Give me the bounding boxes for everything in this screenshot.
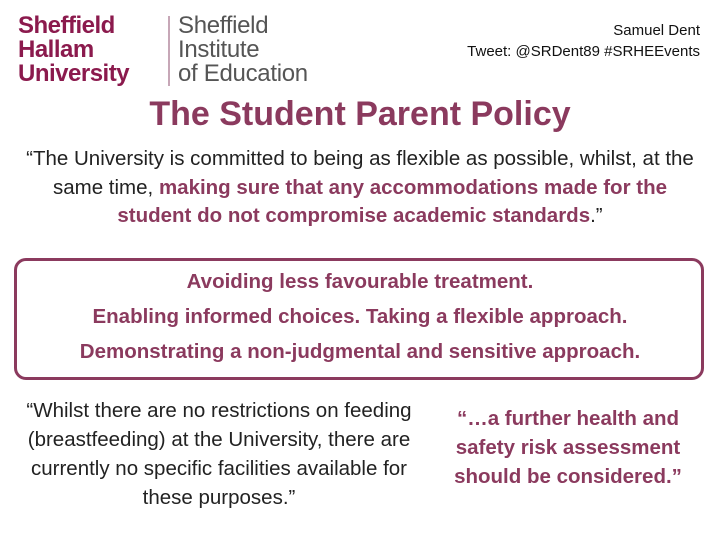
risk-assessment-quote: “…a further health and safety risk assessment should be considered.” (454, 407, 682, 488)
logo-line: University (18, 60, 130, 87)
policy-quote (14, 145, 706, 231)
principle-line: Demonstrating a non-judgmental and sensitive approach. (79, 340, 641, 363)
logo-line: of Education (178, 60, 308, 87)
logo-line: Institute (178, 36, 260, 63)
principle-line: Enabling informed choices. Taking a flexible approach. (92, 305, 628, 328)
principle-line: Avoiding less favourable treatment. (186, 270, 534, 293)
author-name: Samuel Dent (613, 22, 700, 39)
logo-line: Sheffield (18, 12, 115, 39)
tweet-handle: Tweet: @SRDent89 #SRHEEvents (467, 43, 700, 60)
logo-line: Sheffield (178, 12, 269, 39)
logo (18, 14, 308, 90)
slide-title: The Student Parent Policy (149, 95, 571, 133)
feeding-quote: “Whilst there are no restrictions on feeding (breastfeeding) at the University, there are currently no specific facilities available for these purposes.” (26, 399, 412, 509)
logo-line: Hallam (18, 36, 94, 63)
quote-text-end: .” (590, 204, 603, 227)
logo-divider (168, 16, 170, 86)
principles-list (0, 264, 720, 369)
quote-highlight: making sure that any accommodations made for the student do not compromise academic standards (117, 175, 668, 227)
quote-text: “The University is committed to being as flexible as possible, whilst, at the same time, (26, 147, 694, 199)
university-logo-text (18, 14, 129, 86)
author-credit (467, 20, 700, 62)
institute-logo-text (178, 14, 308, 86)
